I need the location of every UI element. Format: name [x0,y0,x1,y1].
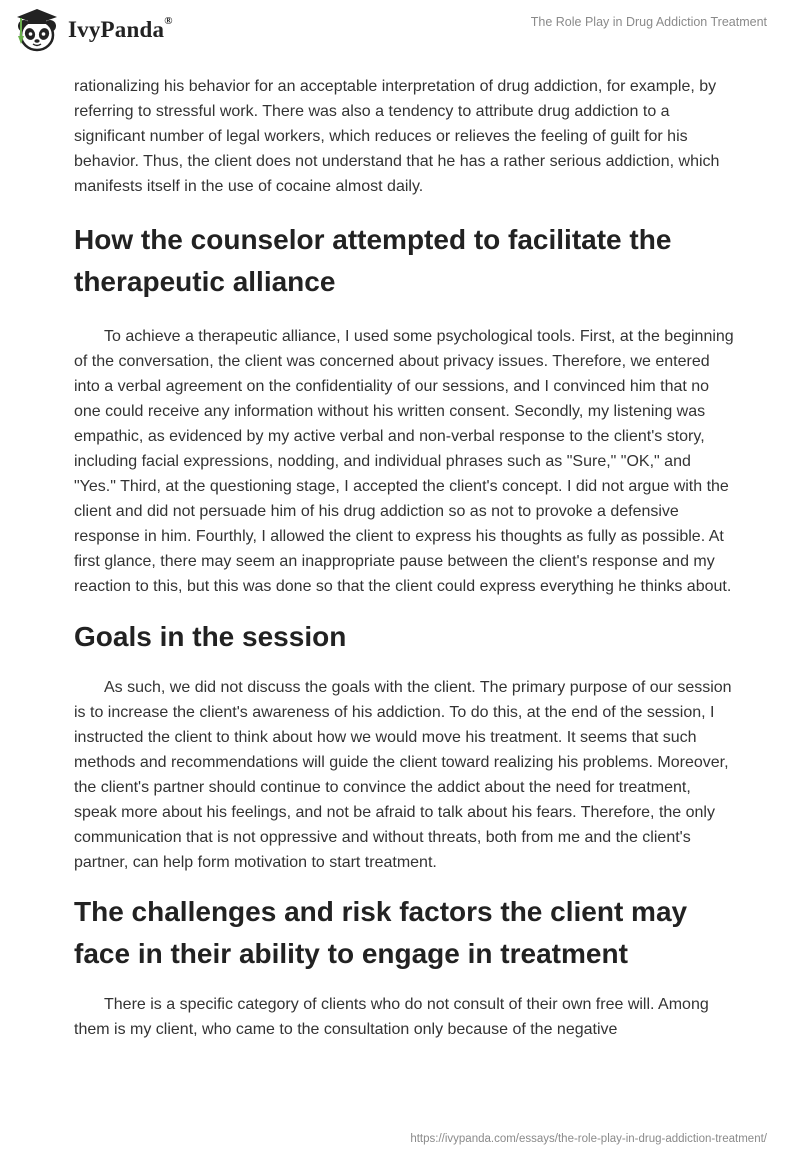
essay-content [74,74,734,1042]
section-heading-challenges: The challenges and risk factors the client may face in their ability to engage in treatment [74,896,688,969]
brand-name: IvyPanda® [68,15,173,42]
section-paragraph-goals: As such, we did not discuss the goals with the client. The primary purpose of our session is to increase the client's awareness of his addiction. To do this, at the end of the session, I instructed the client to think about how we would move his treatment. It seems that such methods and recommendations will guide the client toward realizing his problems. Moreover, the client's partner should continue to convince the addict about the need for treatment, speak more about his feelings, and not be afraid to talk about his fears. Therefore, the only communication that is not oppressive and without threats, both from me and the client's partner, can help form motivation to start treatment. [74,679,732,871]
page-header [0,0,800,64]
brand-logo[interactable] [12,6,173,54]
section-heading-goals: Goals in the session [74,621,347,652]
section-paragraph-therapeutic-alliance: To achieve a therapeutic alliance, I used some psychological tools. First, at the beginning of the conversation, the client was concerned about privacy issues. Therefore, we entered into a verbal agreement on the confidentiality of our sessions, and I convinced him that no one could receive any information without his written consent. Secondly, my listening was empathic, as evidenced by my active verbal and non-verbal response to the client's story, including facial expressions, nodding, and individual phrases such as "Sure," "OK," and "Yes." Third, at the questioning stage, I accepted the client's concept. I did not argue with the client and did not persuade him of his drug addiction so as not to provoke a defensive response in him. Fourthly, I allowed the client to express his thoughts as fully as possible. At first glance, there may seem an inappropriate pause between the client's response and my reaction to this, but this was done so that the client could express everything he thinks about. [74,328,734,595]
panda-graduate-icon [12,6,62,54]
intro-paragraph: rationalizing his behavior for an acceptable interpretation of drug addiction, for example, by referring to stressful work. There was also a tendency to attribute drug addiction to a significant number of legal workers, which reduces or relieves the feeling of guilt for his behavior. Thus, the client does not understand that he has a rather serious addiction, which manifests itself in the use of cocaine almost daily. [74,78,720,195]
source-url[interactable]: https://ivypanda.com/essays/the-role-play-in-drug-addiction-treatment/ [410,1133,767,1145]
section-paragraph-challenges: There is a specific category of clients who do not consult of their own free will. Among them is my client, who came to the consultation only because of the negative [74,996,709,1038]
document-title: The Role Play in Drug Addiction Treatment [530,15,767,29]
section-heading-therapeutic-alliance: How the counselor attempted to facilitate the therapeutic alliance [74,224,672,297]
registered-mark: ® [164,15,173,27]
